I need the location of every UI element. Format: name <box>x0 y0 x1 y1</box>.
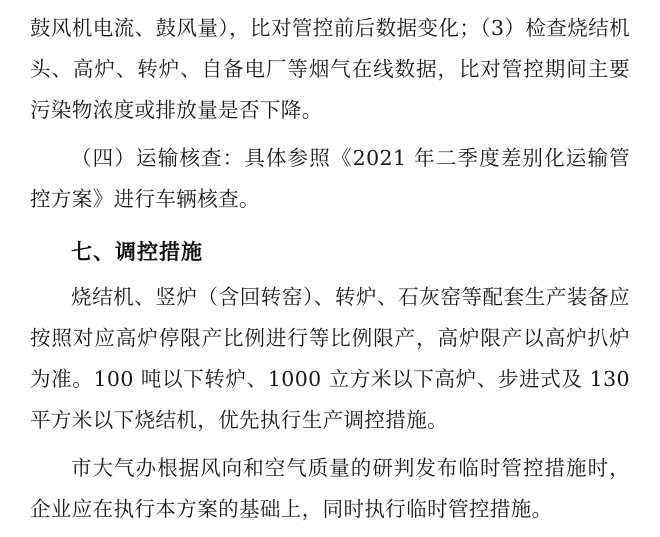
paragraph-spacer <box>30 131 630 138</box>
paragraph-continued-inspection: 鼓风机电流、鼓风量），比对管控前后数据变化；（3）检查烧结机头、高炉、转炉、自备电厂等烟气在线数据，比对管控期间主要污染物浓度或排放量是否下降。 <box>30 16 630 122</box>
paragraph-temporary-measures: 市大气办根据风向和空气质量的研判发布临时管控措施时，企业应在执行本方案的基础上，同时执行临时管控措施。 <box>30 456 630 521</box>
paragraph-spacer-2 <box>30 441 630 448</box>
paragraph-equipment-limits: 烧结机、竖炉（含回转窑）、转炉、石灰窑等配套生产装备应按照对应高炉停限产比例进行等比例限产，高炉限产以高炉扒炉为准。100 吨以下转炉、1000 立方米以下高炉、步进式及 130 平方米以下烧结机，优先执行生产调控措施。 <box>30 285 630 432</box>
paragraph-transport-check: （四）运输核查：具体参照《2021 年二季度差别化运输管控方案》进行车辆核查。 <box>30 146 630 211</box>
section-heading-regulation-measures: 七、调控措施 <box>71 239 203 264</box>
heading-spacer-top <box>30 220 630 230</box>
